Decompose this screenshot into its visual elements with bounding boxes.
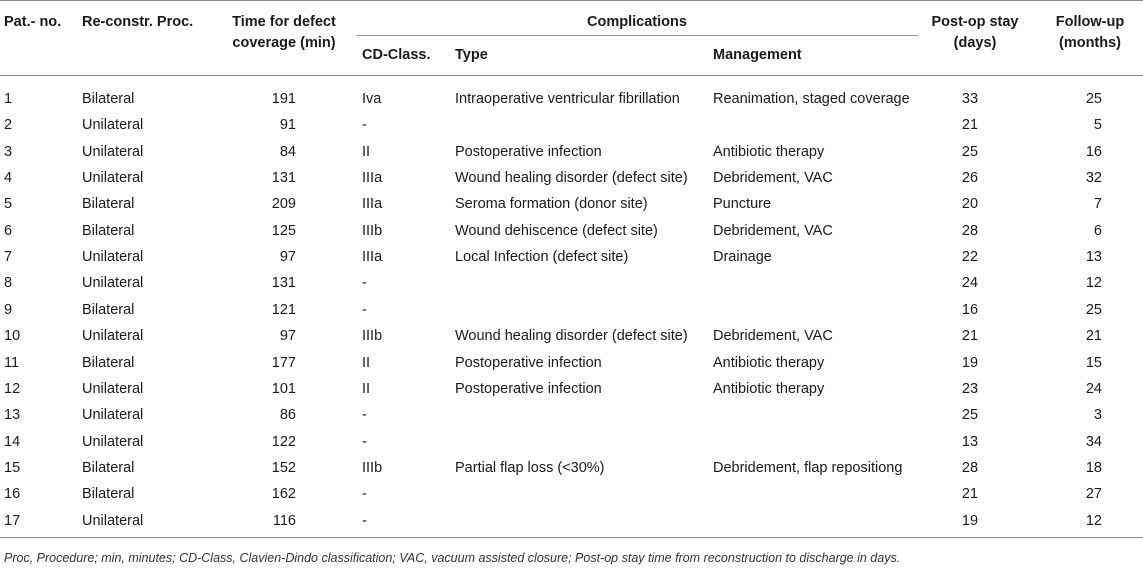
cell-pat-no: 2 [4,117,13,134]
cell-cd-class: Iva [362,91,382,107]
cell-cd-class: II [362,354,371,371]
cell-cd-class: IIIa [362,170,383,187]
cell-follow-up: 25 [1085,301,1102,318]
cell-cd-class: - [362,433,367,450]
cell-post-op-stay: 28 [961,222,979,239]
cell-time: 122 [271,433,296,450]
cell-type: Wound dehiscence (defect site) [455,222,658,239]
cell-reconstr-proc: Bilateral [82,222,135,239]
cell-management: Puncture [713,196,772,213]
cell-follow-up: 32 [1085,170,1102,187]
cell-pat-no: 8 [4,275,13,292]
header-stay-line1: Post-op stay [931,14,1019,30]
cell-post-op-stay: 20 [961,196,979,213]
cell-time: 84 [279,143,296,160]
header-cd-class: CD-Class. [362,47,431,63]
cell-follow-up: 3 [1093,407,1102,424]
header-time-line2: coverage (min) [232,35,336,51]
cell-cd-class: - [362,486,367,503]
table-row [0,350,1143,376]
table-bottom-rule [0,537,1143,538]
table-row [0,244,1143,270]
cell-reconstr-proc: Bilateral [82,459,135,476]
cell-management: Debridement, flap repositiong [713,459,903,476]
cell-management: Debridement, VAC [713,328,833,345]
table-row [0,218,1143,244]
cell-management: Debridement, VAC [713,222,833,239]
cell-follow-up: 13 [1085,249,1102,266]
header-pat-no: Pat.- no. [4,14,62,30]
cell-post-op-stay: 25 [961,143,979,160]
cell-post-op-stay: 21 [961,117,979,134]
table-top-rule [0,0,1143,1]
cell-reconstr-proc: Unilateral [82,433,144,450]
cell-reconstr-proc: Bilateral [82,301,135,318]
cell-cd-class: IIIa [362,249,383,266]
cell-reconstr-proc: Bilateral [82,196,135,213]
cell-pat-no: 7 [4,249,13,266]
cell-post-op-stay: 19 [961,354,979,371]
header-stay-line2: (days) [953,35,997,51]
cell-post-op-stay: 21 [961,328,979,345]
cell-type: Intraoperative ventricular fibrillation [455,91,680,107]
cell-follow-up: 12 [1085,512,1102,529]
cell-cd-class: IIIb [362,328,383,345]
cell-type: Seroma formation (donor site) [455,196,648,213]
cell-type: Postoperative infection [455,143,602,160]
cell-pat-no: 5 [4,196,13,213]
cell-pat-no: 14 [4,433,21,450]
cell-pat-no: 11 [4,354,20,371]
cell-cd-class: IIIb [362,222,383,239]
cell-cd-class: - [362,407,367,424]
cell-cd-class: II [362,380,371,397]
cell-follow-up: 7 [1093,196,1102,213]
cell-pat-no: 1 [4,91,13,107]
cell-cd-class: - [362,301,367,318]
cell-follow-up: 18 [1085,459,1102,476]
table-footnote: Proc, Procedure; min, minutes; CD-Class, Clavien-Dindo classification; VAC, vacuum assisted closure; Post-op stay time from reconstruction to discharge in days. [4,551,901,565]
cell-pat-no: 16 [4,486,21,503]
cell-time: 97 [279,328,296,345]
cell-follow-up: 34 [1085,433,1102,450]
header-fu-line1: Follow-up [1055,14,1125,30]
table-row [0,429,1143,455]
cell-time: 131 [271,170,296,187]
cell-cd-class: - [362,117,367,134]
header-type: Type [455,47,488,63]
cell-cd-class: II [362,143,371,160]
cell-type: Partial flap loss (<30%) [455,459,605,476]
cell-cd-class: - [362,512,367,529]
cell-post-op-stay: 22 [961,249,979,266]
cell-reconstr-proc: Unilateral [82,117,144,134]
cell-type: Wound healing disorder (defect site) [455,328,688,345]
cell-pat-no: 6 [4,222,13,239]
cell-post-op-stay: 25 [961,407,979,424]
header-management: Management [713,47,802,63]
cell-type: Local Infection (defect site) [455,249,629,266]
cell-time: 97 [279,249,296,266]
cell-time: 177 [271,354,296,371]
cell-management: Reanimation, staged coverage [713,91,910,107]
cell-cd-class: - [362,275,367,292]
cell-reconstr-proc: Unilateral [82,249,144,266]
cell-type: Postoperative infection [455,380,602,397]
cell-follow-up: 24 [1085,380,1102,397]
table-row [0,112,1143,138]
cell-follow-up: 15 [1085,354,1102,371]
complications-rule [356,35,918,36]
cell-management: Drainage [713,249,772,266]
cell-cd-class: IIIa [362,196,383,213]
cell-post-op-stay: 16 [961,301,979,318]
cell-management: Antibiotic therapy [713,143,825,160]
cell-post-op-stay: 24 [961,275,979,292]
table-row [0,376,1143,402]
cell-reconstr-proc: Bilateral [82,91,135,107]
cell-post-op-stay: 19 [961,512,979,529]
cell-reconstr-proc: Unilateral [82,380,144,397]
cell-cd-class: IIIb [362,459,383,476]
cell-reconstr-proc: Bilateral [82,486,135,503]
cell-reconstr-proc: Unilateral [82,512,144,529]
header-bottom-rule [0,75,1143,76]
cell-follow-up: 16 [1085,143,1102,160]
cell-follow-up: 5 [1093,117,1102,134]
cell-post-op-stay: 21 [961,486,979,503]
cell-reconstr-proc: Unilateral [82,328,144,345]
cell-time: 101 [271,380,296,397]
cell-time: 121 [271,301,296,318]
cell-type: Wound healing disorder (defect site) [455,170,688,187]
cell-pat-no: 15 [4,459,21,476]
cell-management: Debridement, VAC [713,170,833,187]
cell-post-op-stay: 33 [961,91,979,107]
cell-follow-up: 25 [1085,91,1102,107]
table-row [0,270,1143,296]
table-row [0,508,1143,534]
header-complications: Complications [587,14,687,30]
cell-follow-up: 21 [1085,328,1102,345]
header-reconstr-proc: Re-constr. Proc. [82,14,194,30]
cell-post-op-stay: 23 [961,380,979,397]
cell-pat-no: 10 [4,328,21,345]
cell-pat-no: 9 [4,301,13,318]
cell-management: Antibiotic therapy [713,380,825,397]
cell-follow-up: 12 [1085,275,1102,292]
cell-time: 91 [279,117,296,134]
cell-reconstr-proc: Unilateral [82,275,144,292]
table-row [0,191,1143,217]
cell-post-op-stay: 28 [961,459,979,476]
table-row [0,165,1143,191]
cell-reconstr-proc: Unilateral [82,143,144,160]
table-row [0,455,1143,481]
cell-reconstr-proc: Unilateral [82,170,144,187]
cell-management: Antibiotic therapy [713,354,825,371]
table-row [0,481,1143,507]
cell-time: 209 [271,196,296,213]
header-fu-line2: (months) [1058,35,1121,51]
cell-time: 86 [279,407,296,424]
cell-time: 131 [271,275,296,292]
table-row [0,323,1143,349]
cell-pat-no: 17 [4,512,21,529]
header-time-line1: Time for defect [232,14,336,30]
cell-pat-no: 3 [4,143,13,160]
cell-pat-no: 4 [4,170,13,187]
table-row [0,402,1143,428]
cell-follow-up: 27 [1085,486,1102,503]
cell-pat-no: 13 [4,407,21,424]
cell-reconstr-proc: Bilateral [82,354,135,371]
cell-type: Postoperative infection [455,354,602,371]
table-row [0,139,1143,165]
cell-post-op-stay: 13 [961,433,979,450]
cell-time: 116 [272,512,296,529]
table-row [0,297,1143,323]
cell-time: 125 [271,222,296,239]
cell-follow-up: 6 [1093,222,1102,239]
cell-reconstr-proc: Unilateral [82,407,144,424]
cell-post-op-stay: 26 [961,170,979,187]
cell-pat-no: 12 [4,380,21,397]
cell-time: 162 [271,486,296,503]
cell-time: 191 [271,91,296,107]
table-row [0,86,1143,112]
cell-time: 152 [271,459,296,476]
